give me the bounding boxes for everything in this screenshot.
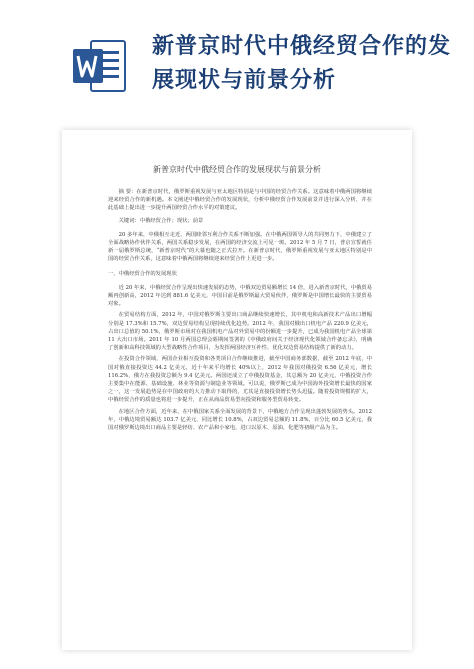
structure-paragraph: 在贸易结构方面，2012 年，中国对俄罗斯主要出口商品继续快速增长，其中机电和高新技术产品出口增幅分别是 17.3%和 15.7%，双边贸易结构呈现持续优化趋势。2012 年，我国对俄出口机电产品 220.9 亿美元，占出口总值的 50.1%，俄罗斯市场对在我国机电产品对外贸易中的份额进一步提升，已成为我国机电产品全球第 11 大出口市场。2011 年 10 月两国总理会晤期间签署的《中俄政府间关于经济现代化领域合作备忘录》，明确了创新和高科技领域的大型战略性合作项目，为发挥两国经济互补性、优化双边贸易结构提供了新的动力。	[108, 312, 372, 352]
intro-paragraph: 20 多年来，中俄相互走近，两国睦邻互利合作关系不断加强。在中俄两国领导人的共同努力下，中俄建立了全面战略协作伙伴关系，两国关系稳步发展，在两国的经济交流上可见一斑。2012 年 5 月 7 日，普京宣誓就任新一届俄罗斯总统，“新普京时代”的大幕也随之正式拉开。在新普京时代，俄罗斯重视发展与亚太地区特别是中国的经贸合作关系，这意味着中俄两国将继续迎来经贸合作上更进一步。	[108, 231, 372, 263]
trade-paragraph: 近 20 年来，中俄经贸合作呈现出快速发展的态势，中俄双边贸易额增长 14 倍，进入新普京时代，中俄贸易额再创新高，2012 年达到 881.6 亿美元，中国目前是俄罗斯最大贸易伙伴，俄罗斯是中国增长最快的主要贸易对象。	[108, 284, 372, 308]
regional-paragraph: 在地区合作方面，近年来，在中俄国家关系全面发展的背景下，中俄地方合作呈现出蓬勃发展的势头。2012 年，中俄边境贸易额达 103.7 亿美元，同比增长 10.8%，占双边贸易总额的 11.8%，百分比 60.5 亿美元，我国对俄罗斯边境出口商品主要是轻纺、农产品和小家电，进口以原木、原油、化肥等初级产品为主。	[108, 408, 372, 432]
abstract-paragraph: 摘 要：在新普京时代，俄罗斯重视发展与亚太地区特别是与中国的经贸合作关系。这意味着中俄两国将继续迎来经贸合作的新机遇。本文阐述中俄经贸合作的发展现状，分析中俄经贸合作发展前景并进行深入分析，并在此基础上提出进一步提升两国经贸合作水平的对策建议。	[108, 189, 372, 212]
document-title: 新普京时代中俄经贸合作的发展现状与前景分析	[153, 165, 321, 174]
header-banner	[0, 0, 474, 130]
document-page	[62, 130, 412, 650]
word-document-icon	[71, 37, 129, 95]
page-title-line2: 展现状与前景分析	[152, 68, 337, 93]
document-body	[108, 188, 372, 435]
keywords-line: 关键词：中俄经贸合作；现状；前景	[118, 217, 204, 224]
page-title	[152, 30, 452, 98]
page-title-line1: 新普京时代中俄经贸合作的发	[152, 34, 452, 59]
investment-paragraph: 在投资合作领域，两国企业相互投资和各类项目合作继续推进，截至中国商务部数据，截至 2012 年底，中国对俄直接投资达 44.2 亿美元，近十年来平均增长 40%以上，2012 年我国对俄投资 6.56 亿美元，增长 116.2%，俄方在我投资总额为 9.4 亿美元。两国还成立了中俄投资基金，其总额为 20 亿美元，中俄投资合作主要集中在能源、基础设施、林业等资源与制造业等领域。可以说，俄罗斯已成为中国海外投资增长最快的国家之一，这一发展趋势是在中国政府的大力推动下取得的，尤其是直接投资增长势头迅猛。随着投资规模的扩大，中俄经贸合作的质量也将进一步提升，正在从商品贸易型向投资和服务型贸易转变。	[108, 356, 372, 404]
section-heading: 一、中俄经贸合作的发展现状	[108, 270, 177, 277]
